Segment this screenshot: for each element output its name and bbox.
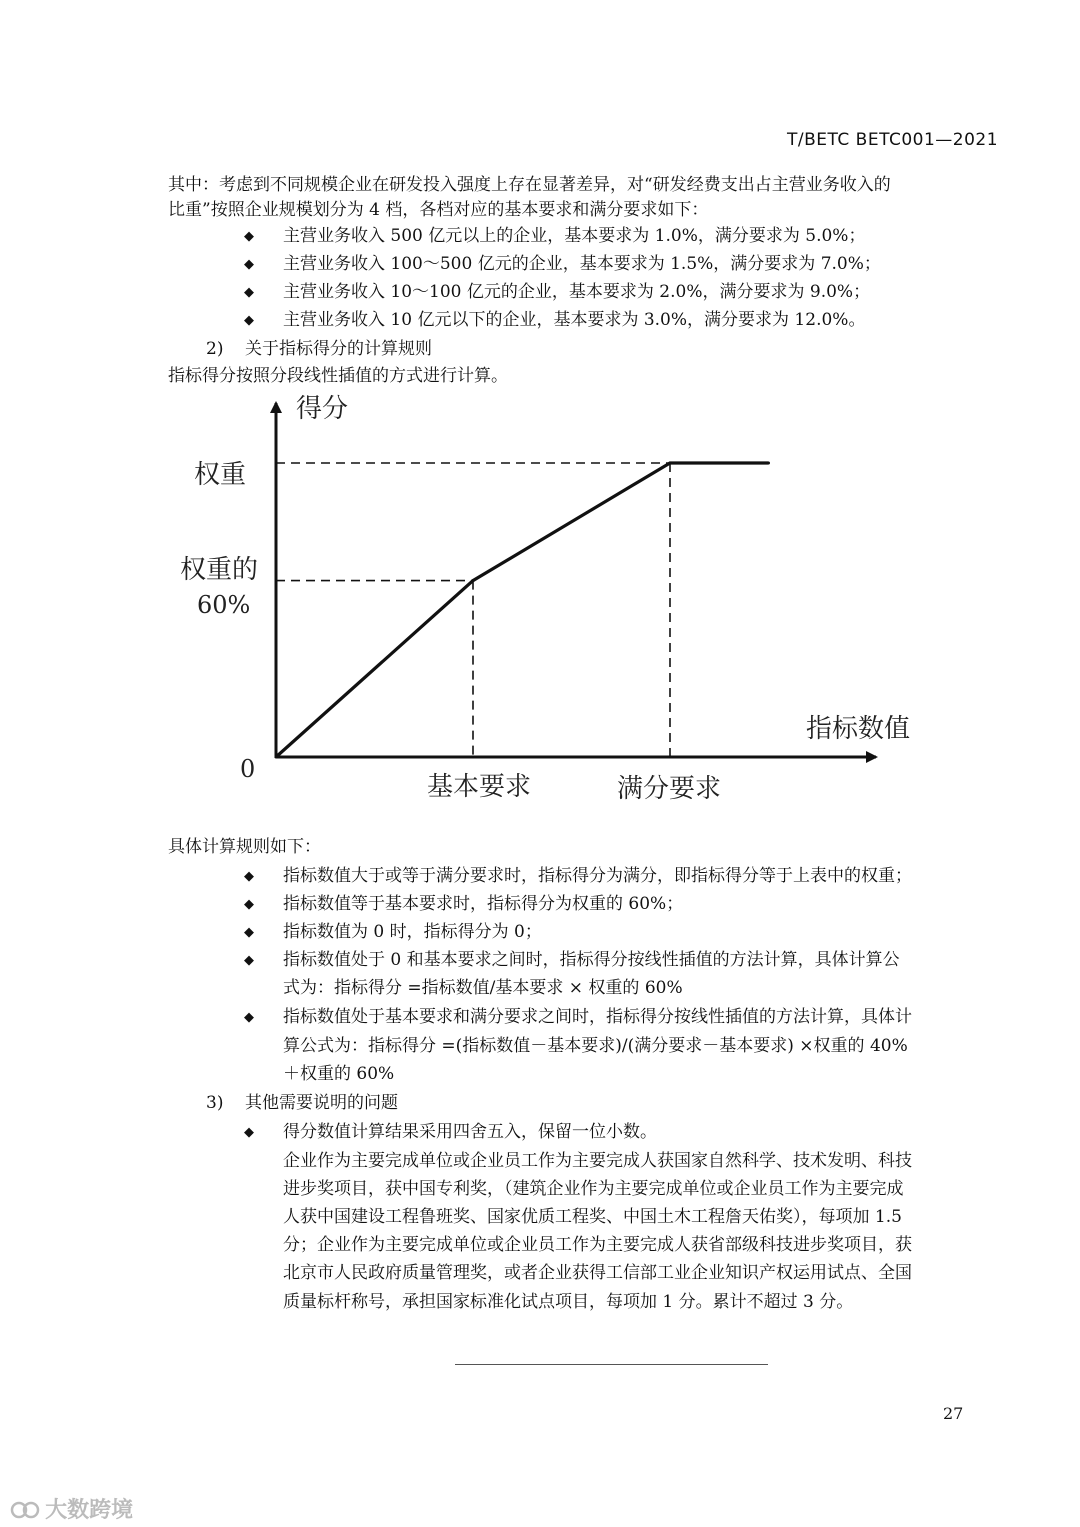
paragraph-line: 进步奖项目，获中国专利奖，（建筑企业作为主要完成单位或企业员工作为主要完成 (283, 1179, 904, 1199)
section-3-number: 3) (206, 1093, 224, 1113)
paragraph-line: 质量标杆称号，承担国家标准化试点项目，每项加 1 分。累计不超过 3 分。 (283, 1292, 854, 1312)
section-2-description: 指标得分按照分段线性插值的方式进行计算。 (168, 366, 508, 386)
section-3-title: 其他需要说明的问题 (245, 1093, 398, 1113)
bullet-icon: ◆ (244, 897, 254, 912)
bullet-icon: ◆ (244, 229, 254, 244)
data-point-2 (669, 462, 672, 465)
tier-item: 主营业务收入 500 亿元以上的企业，基本要求为 1.0%，满分要求为 5.0%； (283, 226, 866, 246)
x-tick-label-basic: 基本要求 (426, 772, 532, 802)
watermark (10, 1493, 133, 1524)
rules-heading: 具体计算规则如下： (168, 837, 321, 857)
y-axis-label: 得分 (296, 394, 349, 424)
data-point-3 (767, 462, 770, 465)
y-tick-label-weight: 权重 (194, 460, 247, 490)
watermark-logo-icon (10, 1497, 40, 1521)
paragraph-line: 企业作为主要完成单位或企业员工作为主要完成人获国家自然科学、技术发明、科技 (283, 1151, 912, 1171)
origin-label: 0 (240, 755, 256, 783)
bullet-icon: ◆ (244, 285, 254, 300)
data-point-0 (275, 756, 278, 759)
watermark-text: 大数跨境 (45, 1498, 134, 1523)
rule-item-line: 指标数值处于基本要求和满分要求之间时，指标得分按线性插值的方法计算，具体计 (283, 1007, 912, 1027)
paragraph-line: 分；企业作为主要完成单位或企业员工作为主要完成人获省部级科技进步奖项目，获 (283, 1235, 912, 1255)
bullet-icon: ◆ (244, 1125, 254, 1140)
rule-item-line: 指标数值处于 0 和基本要求之间时，指标得分按线性插值的方法计算，具体计算公 (283, 950, 900, 970)
bullet-icon: ◆ (244, 869, 254, 884)
x-tick-label-full: 满分要求 (616, 774, 722, 804)
section-2-number: 2) (206, 339, 224, 359)
bullet-icon: ◆ (244, 257, 254, 272)
document-code: T/BETC BETC001—2021 (787, 130, 999, 150)
bullet-icon: ◆ (244, 313, 254, 328)
intro-line-2: 比重”按照企业规模划分为 4 档，各档对应的基本要求和满分要求如下： (168, 200, 709, 220)
tier-item: 主营业务收入 10～100 亿元的企业，基本要求为 2.0%，满分要求为 9.0%； (283, 282, 871, 302)
x-axis-label: 指标数值 (806, 714, 911, 744)
paragraph-line: 北京市人民政府质量管理奖，或者企业获得工信部工业企业知识产权运用试点、全国 (283, 1263, 912, 1283)
rule-item-line: 指标数值大于或等于满分要求时，指标得分为满分，即指标得分等于上表中的权重； (283, 866, 912, 886)
tier-item: 主营业务收入 100～500 亿元的企业，基本要求为 1.5%，满分要求为 7.0%； (283, 254, 881, 274)
bullet-icon: ◆ (244, 953, 254, 968)
score-series-line (276, 463, 769, 757)
tier-item: 主营业务收入 10 亿元以下的企业，基本要求为 3.0%，满分要求为 12.0%。 (283, 310, 866, 330)
rule-item-line: 指标数值等于基本要求时，指标得分为权重的 60%； (283, 894, 684, 914)
rule-item-line: 算公式为：指标得分 =(指标数值－基本要求)/(满分要求－基本要求) ×权重的 40% (283, 1036, 908, 1056)
section-3-bullet: 得分数值计算结果采用四舍五入，保留一位小数。 (283, 1122, 657, 1142)
intro-line-1: 其中：考虑到不同规模企业在研发投入强度上存在显著差异，对“研发经费支出占主营业务收入的 (168, 175, 891, 195)
data-point-1 (472, 579, 475, 582)
rule-item-line: 指标数值为 0 时，指标得分为 0； (283, 922, 542, 942)
y-tick-label-60-percent: 60% (197, 591, 251, 619)
bullet-icon: ◆ (244, 925, 254, 940)
rule-item-line: 式为：指标得分 =指标数值/基本要求 × 权重的 60% (283, 978, 683, 998)
y-tick-label-weight-of: 权重的 (180, 555, 259, 585)
paragraph-line: 人获中国建设工程鲁班奖、国家优质工程奖、中国土木工程詹天佑奖），每项加 1.5 (283, 1207, 902, 1227)
footer-divider (455, 1364, 768, 1365)
page-number: 27 (943, 1404, 964, 1423)
bullet-icon: ◆ (244, 1010, 254, 1025)
score-chart (160, 385, 920, 825)
rule-item-line: ＋权重的 60% (283, 1064, 395, 1084)
section-2-title: 关于指标得分的计算规则 (245, 339, 432, 359)
